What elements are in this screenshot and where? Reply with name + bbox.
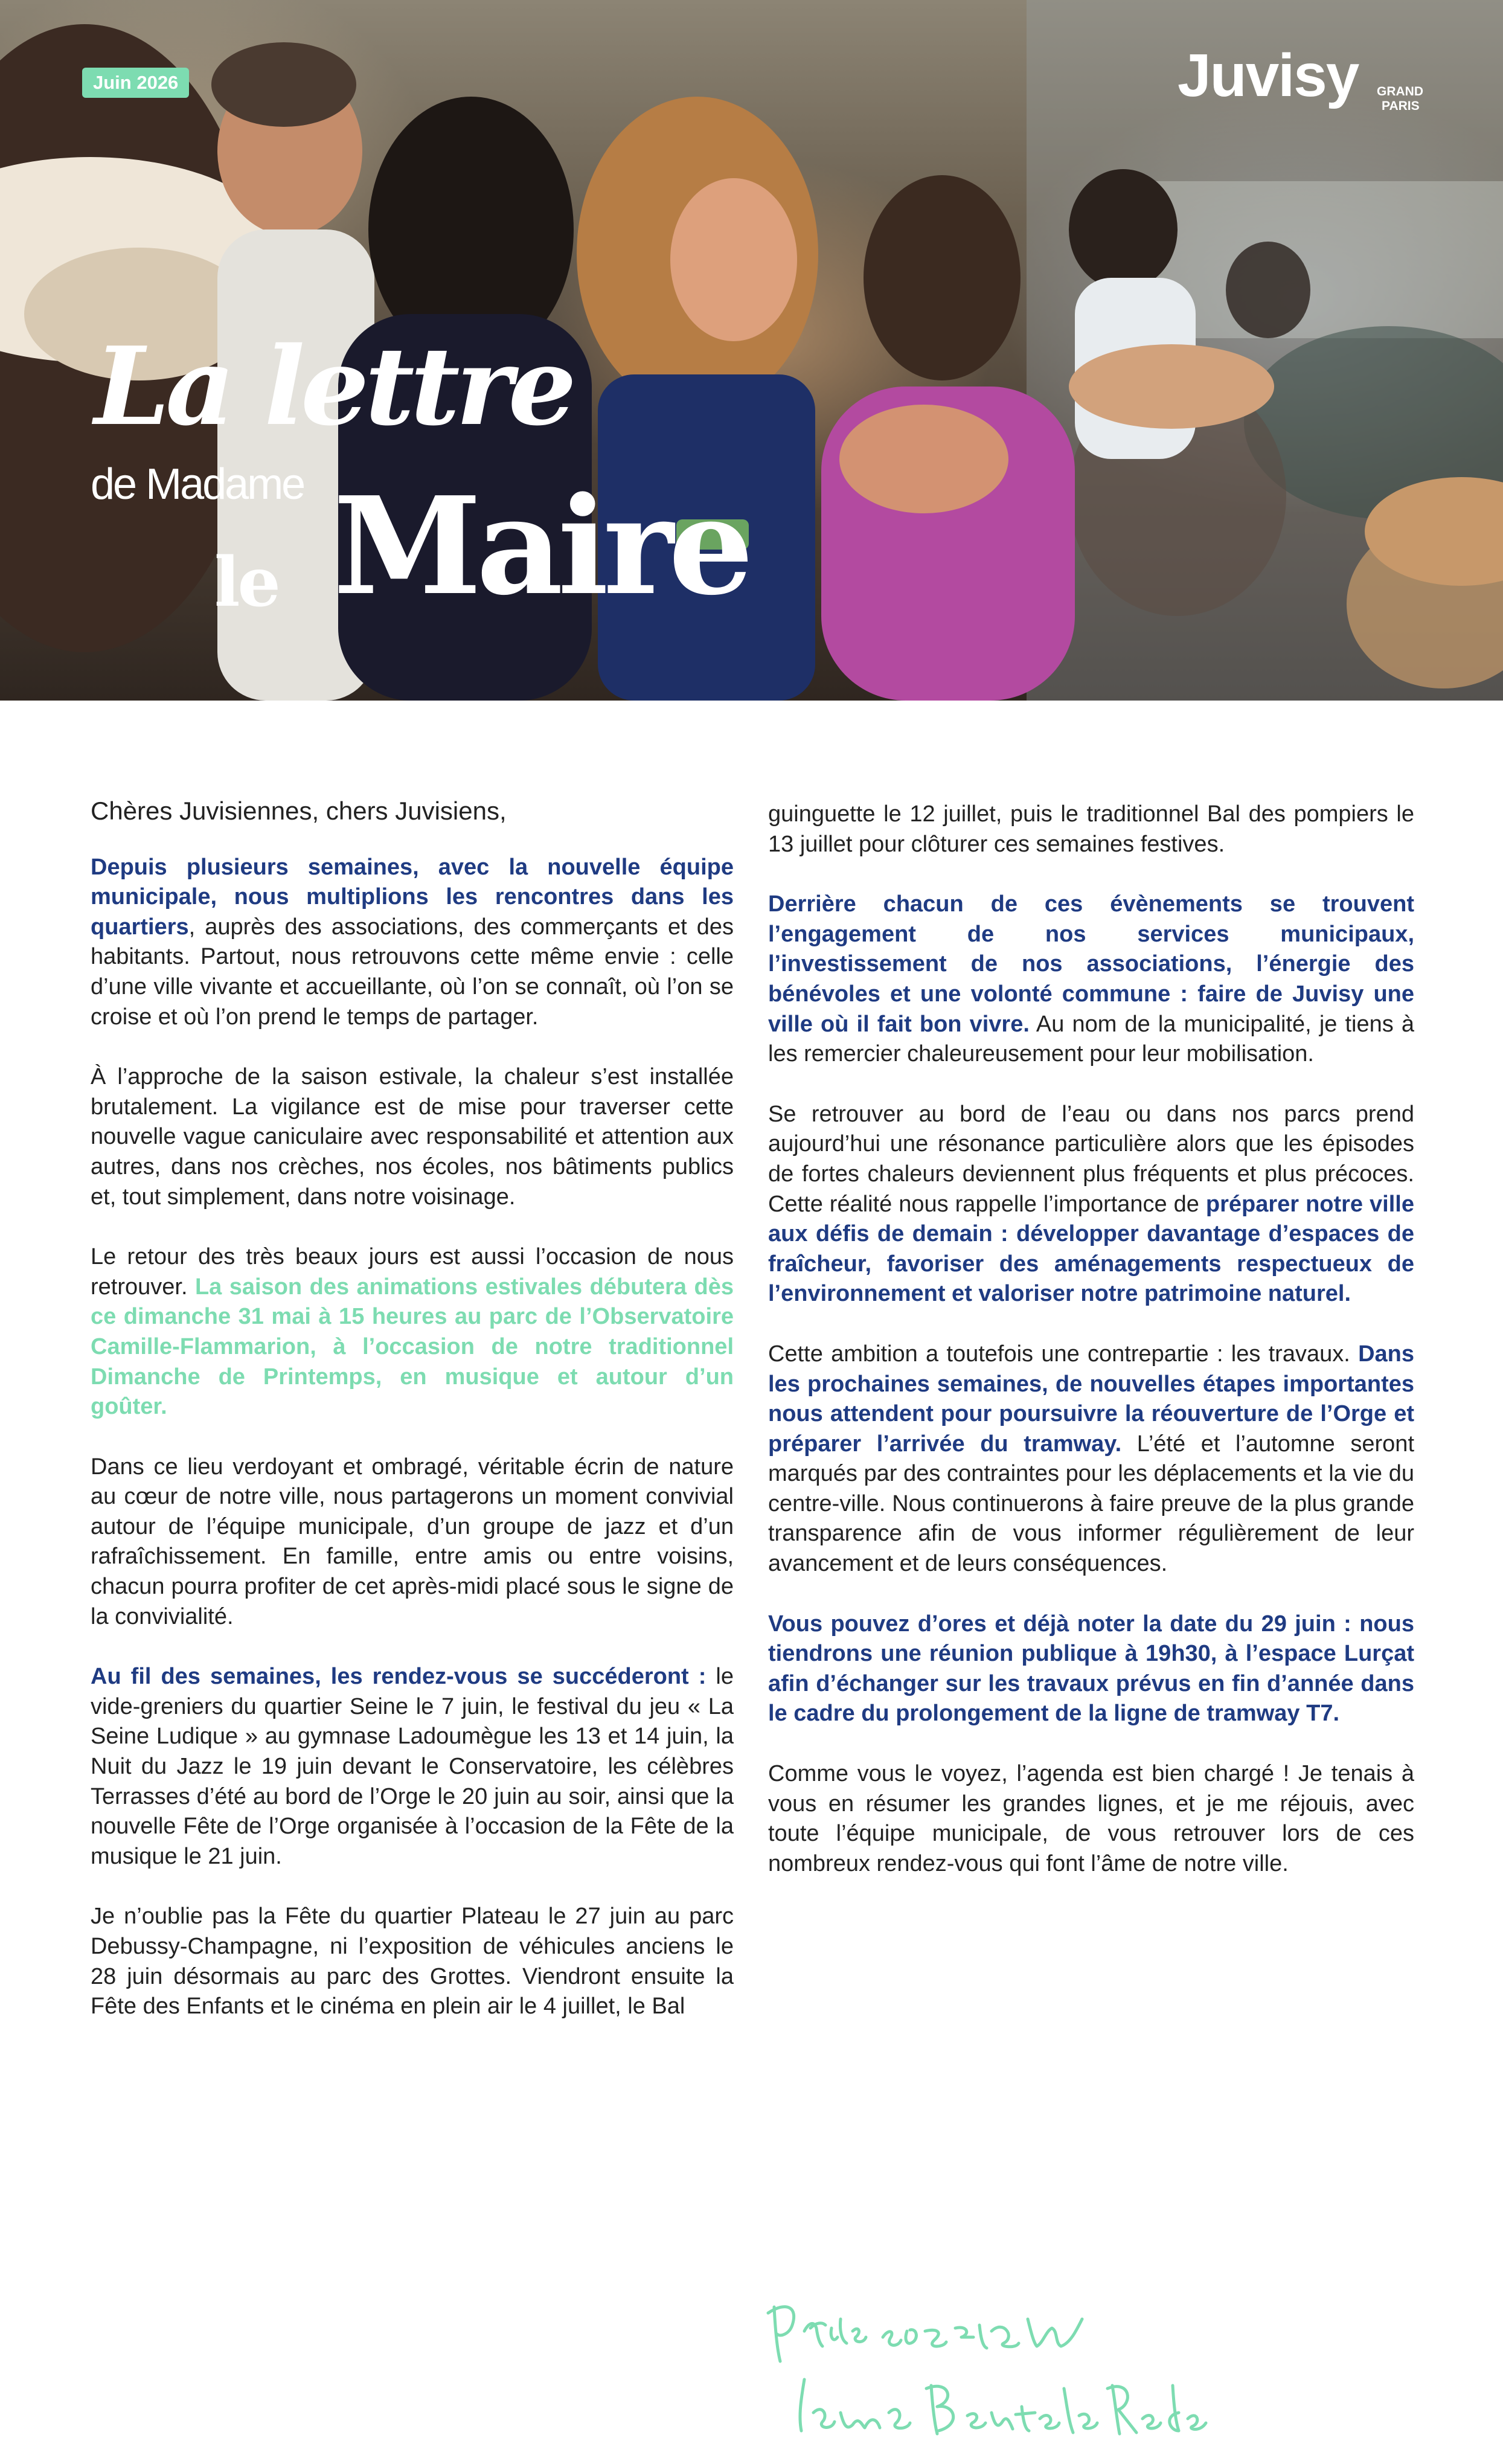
logo-grand: GRAND <box>1377 85 1423 98</box>
highlight-engagement: Derrière chacun de ces évènements se trouvent l’engagement de nos services municipaux, l’investissement de nos associations, l’énergie des bénévoles et une volonté commune : faire de Juvisy une ville où il fait bon vivre. <box>768 891 1414 1037</box>
paragraph-fetes: Je n’oublie pas la Fête du quartier Plateau le 27 juin au parc Debussy-Champagne, ni l’exposition de véhicules anciens le 28 juin désormais au parc des Grottes. Viendront ensuite la Fête des Enfants et le cinéma en plein air le 4 juillet, le Bal <box>91 1904 734 2020</box>
paragraph-conclusion: Comme vous le voyez, l’agenda est bien chargé ! Je tenais à vous en résumer les grandes lignes, et je me réjouis, avec toute l’équipe municipale, de vous retrouver lors de ces nombreux rendez-vous qui font l’âme de notre ville. <box>768 1761 1414 1876</box>
paragraph-rencontres <box>91 853 734 1033</box>
title-maire: Maire <box>333 468 749 625</box>
text-rencontres: , auprès des associations, des commerçants et des habitants. Partout, nous retrouvons cette même envie : celle d’une ville vivante et accueillante, où l’on se connaît, où l’on se croise et où l’on prend le temps de partager. <box>91 914 734 1030</box>
title-le: le <box>214 543 278 622</box>
paragraph-parc: Dans ce lieu verdoyant et ombragé, véritable écrin de nature au cœur de notre ville, nous partagerons un moment convivial autour de l’équipe municipale, d’un groupe de jazz et d’un rafraîchissement. En famille, entre amis ou entre voisins, chacun pourra profiter de cet après-midi placé sous le signe de la convivialité. <box>91 1454 734 1629</box>
paragraph-guinguette: guinguette le 12 juillet, puis le traditionnel Bal des pompiers le 13 juillet pour clôturer ces semaines festives. <box>768 801 1414 857</box>
paragraph-engagement <box>768 890 1414 1070</box>
title-la-lettre: La lettre <box>94 323 572 449</box>
text-rendez-vous: le vide-greniers du quartier Seine le 7 juin, le festival du jeu « La Seine Ludique » au gymnase Ladoumègue les 13 et 14 juin, la Nuit du Jazz le 19 juin devant le Conservatoire, les célèbres Terrasses d’été au bord de l’Orge le 20 juin au soir, ainsi que la nouvelle Fête de l’Orge organisée à l’occasion de la Fête de la musique le 21 juin. <box>91 1664 734 1869</box>
highlight-rencontres: Depuis plusieurs semaines, avec la nouvelle équipe municipale, nous multiplions les rencontres dans les quartiers <box>91 854 734 940</box>
highlight-reunion-publique: Vous pouvez d’ores et déjà noter la date du 29 juin : nous tiendrons une réunion publique à 19h30, à l’espace Lurçat afin d’échanger sur les travaux prévus en fin d’année dans le cadre du prolongement de la ligne de tramway T7. <box>768 1611 1414 1727</box>
title-de-madame: de Madame <box>91 460 304 509</box>
paragraph-defis <box>768 1100 1414 1309</box>
paragraph-animations <box>91 1242 734 1422</box>
greeting: Chères Juvisiennes, chers Juvisiens, <box>91 797 507 825</box>
highlight-travaux: Dans les prochaines semaines, de nouvelles étapes importantes nous attendent pour poursuivre la réouverture de l’Orge et préparer l’arrivée du tramway. <box>768 1341 1414 1457</box>
text-beaux-jours: Le retour des très beaux jours est aussi l’occasion de nous retrouver. <box>91 1244 734 1300</box>
logo-wordmark: Juvisy <box>1178 42 1359 109</box>
paragraph-chaleur: À l’approche de la saison estivale, la chaleur s’est installée brutalement. La vigilance est de mise pour traverser cette nouvelle vague caniculaire avec responsabilité et attention aux autres, dans nos crèches, nos écoles, nos bâtiments publics et, tout simplement, dans notre voisinage. <box>91 1064 734 1210</box>
text-bord-de-l-eau: Se retrouver au bord de l’eau ou dans nos parcs prend aujourd’hui une résonance particulière alors que les épisodes de fortes chaleurs deviennent plus fréquents et plus précoces. Cette réalité nous rappelle l’importance de <box>768 1101 1414 1217</box>
paragraph-rendez-vous <box>91 1662 734 1872</box>
paragraph-travaux <box>768 1339 1414 1579</box>
text-remerciements: Au nom de la municipalité, je tiens à les remercier chaleureusement pour leur mobilisation. <box>768 1011 1414 1067</box>
hero-photo <box>0 0 1503 701</box>
highlight-defis-demain: préparer notre ville aux défis de demain : développer davantage d’espaces de fraîcheur, favoriser des aménagements respectueux de l’environnement et valoriser notre patrimoine naturel. <box>768 1191 1414 1307</box>
right-column <box>768 800 1414 1879</box>
handwritten-signature <box>762 2295 1245 2464</box>
highlight-dimanche-printemps: La saison des animations estivales débutera dès ce dimanche 31 mai à 15 heures au parc de l’Observatoire Camille-Flammarion, à l’occasion de notre traditionnel Dimanche de Printemps, en musique et autour d’un goûter. <box>91 1274 734 1420</box>
paragraph-reunion <box>768 1609 1414 1729</box>
text-transparence: L’été et l’automne seront marqués par des contraintes pour les déplacements et la vie du centre-ville. Nous continuerons à faire preuve de la plus grande transparence afin de vous informer régulièrement de leur avancement et de leurs conséquences. <box>768 1431 1415 1577</box>
juvisy-logo <box>1178 36 1449 127</box>
issue-date-badge: Juin 2026 <box>82 68 189 98</box>
left-column <box>91 796 734 2022</box>
logo-paris: PARIS <box>1382 99 1420 113</box>
highlight-rendez-vous: Au fil des semaines, les rendez-vous se succéderont : <box>91 1664 707 1690</box>
text-ambition: Cette ambition a toutefois une contrepartie : les travaux. <box>768 1341 1359 1367</box>
